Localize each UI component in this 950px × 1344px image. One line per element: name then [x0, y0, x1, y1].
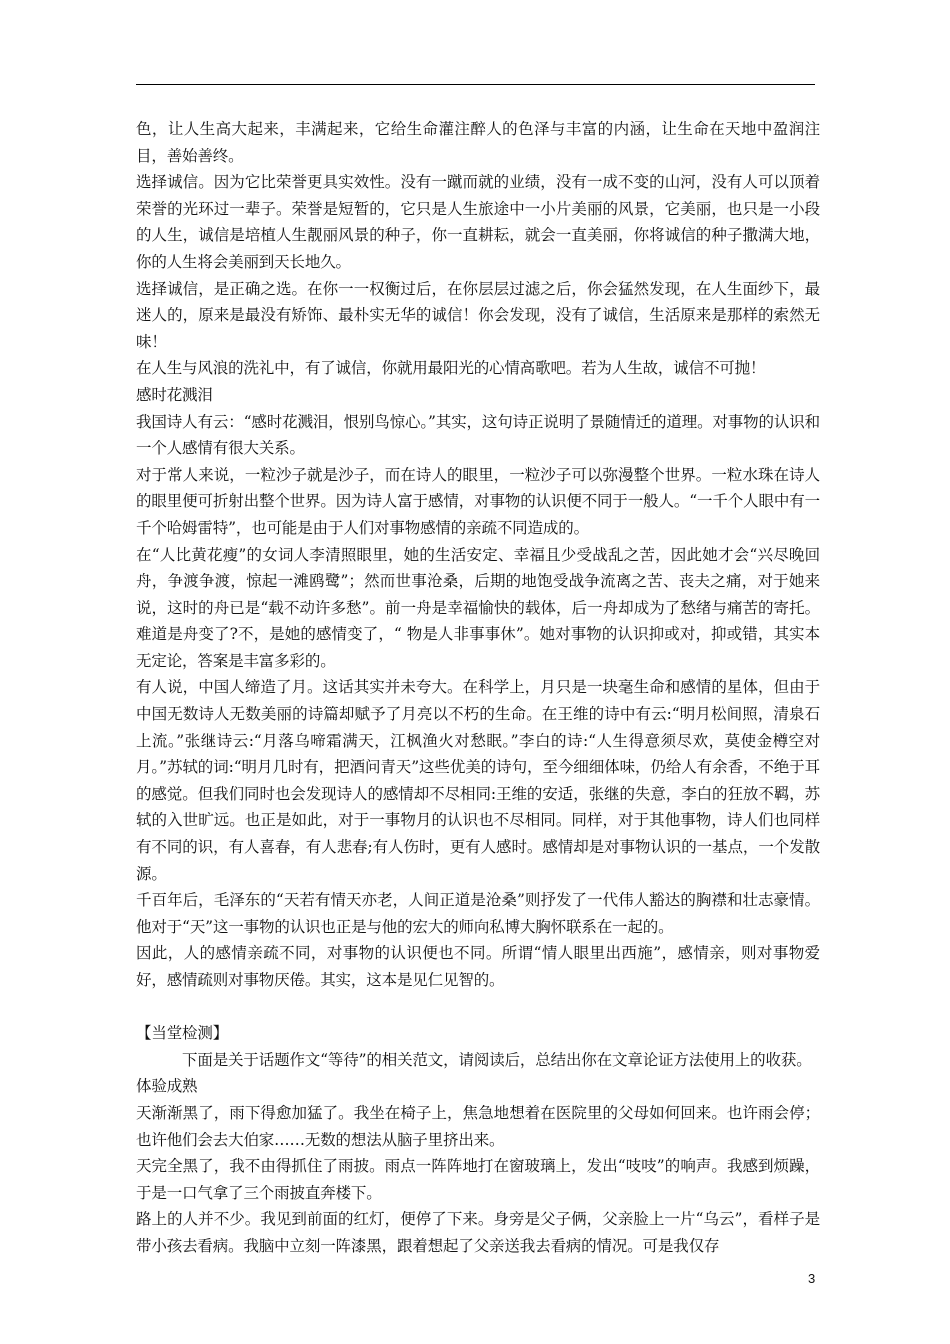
paragraph: 在“人比黄花瘦”的女词人李清照眼里，她的生活安定、幸福且少受战乱之苦，因此她才会“兴尽晚回舟，争渡争渡，惊起一滩鸥鹭”；然而世事沧桑，后期的地饱受战争流离之苦、丧夫之痛，对于她来说，这时的舟已是“载不动许多愁”。前一舟是幸福愉快的载体，后一舟却成为了愁绪与痛苦的寄托。难道是舟变了?不，是她的感情变了，“ 物是人非事事休”。她对事物的认识抑或对，抑或错，其实本无定论，答案是丰富多彩的。	[136, 545, 820, 670]
page-number: 3	[808, 1271, 816, 1286]
header-rule	[136, 84, 815, 85]
blank-line	[136, 994, 820, 1021]
paragraph: 千百年后，毛泽东的“天若有情天亦老，人间正道是沧桑”则抒发了一代伟人豁达的胸襟和壮志豪情。他对于“天”这一事物的认识也正是与他的宏大的师向私博大胸怀联系在一起的。	[136, 891, 820, 936]
paragraph: 色，让人生高大起来，丰满起来，它给生命灌注醉人的色泽与丰富的内涵，让生命在天地中盈润注目，善始善终。	[136, 120, 820, 165]
paragraph: 因此，人的感情亲疏不同，对事物的认识便也不同。所谓“情人眼里出西施”，感情亲，则对事物爱好，感情疏则对事物厌倦。其实，这本是见仁见智的。	[136, 944, 820, 989]
essay-title: 体验成熟	[136, 1077, 198, 1096]
exercise-instruction: 下面是关于话题作文“等待”的相关范文，请阅读后，总结出你在文章论证方法使用上的收获。	[182, 1050, 812, 1069]
document-body	[136, 116, 820, 1260]
paragraph: 有人说，中国人缔造了月。这话其实并未夸大。在科学上，月只是一块毫生命和感情的星体，但由于中国无数诗人无数美丽的诗篇却赋予了月亮以不朽的生命。在王维的诗中有云:“明月松间照，清泉石上流。”张继诗云:“月落乌啼霜满天，江枫渔火对愁眠。”李白的诗:“人生得意须尽欢，莫使金樽空对月。”苏轼的词:“明月几时有，把酒问青天”这些优美的诗句，至今细细体味，仍给人有余香，不绝于耳的感觉。但我们同时也会发现诗人的感情却不尽相同:王维的安适，张继的失意，李白的狂放不羁，苏轼的入世旷远。也正是如此，对于一事物月的认识也不尽相同。同样，对于其他事物，诗人们也同样有不同的识，有人喜春，有人悲春;有人伤时，更有人感时。感情却是对事物认识的一基点，一个发散源。	[136, 678, 820, 883]
section-heading: 【当堂检测】	[136, 1024, 229, 1043]
paragraph: 选择诚信。因为它比荣誉更具实效性。没有一蹴而就的业绩，没有一成不变的山河，没有人可以顶着荣誉的光环过一辈子。荣誉是短暂的，它只是人生旅途中一小片美丽的风景，它美丽，也只是一小段的人生，诚信是培植人生靓丽风景的种子，你一直耕耘，就会一直美丽，你将诚信的种子撒满大地，你的人生将会美丽到天长地久。	[136, 173, 820, 271]
paragraph: 在人生与风浪的洗礼中，有了诚信，你就用最阳光的心情高歌吧。若为人生故，诚信不可抛！	[136, 359, 766, 378]
paragraph: 我国诗人有云：“感时花溅泪，恨别鸟惊心。”其实，这句诗正说明了景随情迁的道理。对事物的认识和一个人感情有很大关系。	[136, 412, 820, 458]
paragraph: 对于常人来说，一粒沙子就是沙子，而在诗人的眼里，一粒沙子可以弥漫整个世界。一粒水珠在诗人的眼里便可折射出整个世界。因为诗人富于感情，对事物的认识便不同于一般人。“一千个人眼中有一千个哈姆雷特”，也可能是由于人们对事物感情的亲疏不同造成的。	[136, 465, 820, 537]
essay-title: 感时花溅泪	[136, 385, 213, 404]
paragraph: 天完全黑了，我不由得抓住了雨披。雨点一阵阵地打在窗玻璃上，发出“吱吱”的响声。我感到烦躁，于是一口气拿了三个雨披直奔楼下。	[136, 1157, 820, 1202]
paragraph: 选择诚信，是正确之选。在你一一权衡过后，在你层层过滤之后，你会猛然发现，在人生面纱下，最迷人的，原来是最没有矫饰、最朴实无华的诚信！你会发现，没有了诚信，生活原来是那样的索然无味！	[136, 279, 820, 351]
paragraph: 路上的人并不少。我见到前面的红灯，便停了下来。身旁是父子俩，父亲脸上一片“乌云”，看样子是带小孩去看病。我脑中立刻一阵漆黑，跟着想起了父亲送我去看病的情况。可是我仅存	[136, 1210, 820, 1255]
paragraph: 天渐渐黑了，雨下得愈加猛了。我坐在椅子上，焦急地想着在医院里的父母如何回来。也许雨会停；也许他们会去大伯家……无数的想法从脑子里挤出来。	[136, 1103, 820, 1149]
